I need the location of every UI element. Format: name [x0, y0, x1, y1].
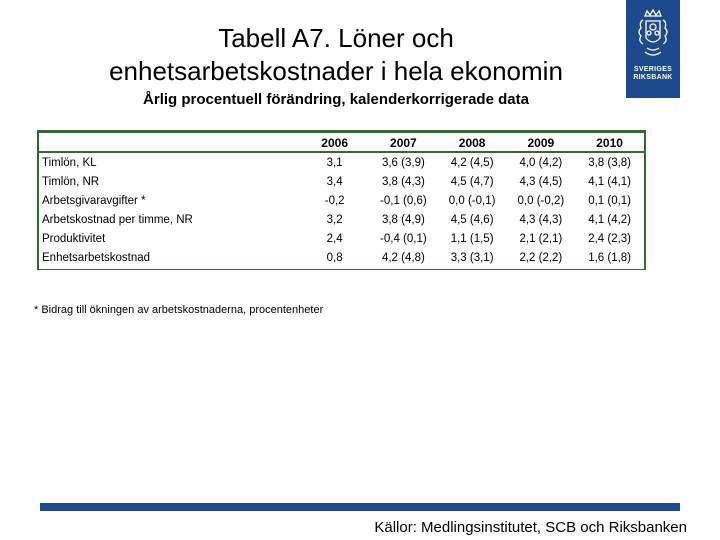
cell-value: 3,8 (4,9) — [381, 213, 425, 226]
cell-value: 4,2 (4,8) — [381, 251, 425, 264]
cell-value: 3,2 — [326, 213, 343, 226]
cell-value: 4,5 (4,6) — [450, 213, 494, 226]
column-header-2008: 2008 — [458, 135, 486, 150]
cell-value: 2,2 (2,2) — [519, 251, 563, 264]
cell-value: 4,2 (4,5) — [450, 156, 494, 169]
cell-value: 4,5 (4,7) — [450, 175, 494, 188]
page-title — [30, 22, 642, 88]
cell-value: 3,6 (3,9) — [381, 156, 425, 169]
cell-value: 0,0 (-0,1) — [448, 194, 496, 207]
cell-value: 3,8 (4,3) — [381, 175, 425, 188]
cell-value: 0,1 (0,1) — [588, 194, 632, 207]
cell-value: 4,0 (4,2) — [519, 156, 563, 169]
title-line-1: Tabell A7. Löner och — [218, 23, 454, 53]
subtitle: Årlig procentuell förändring, kalenderkorrigerade data — [143, 91, 529, 108]
cell-value: 4,1 (4,1) — [588, 175, 632, 188]
cell-value: 4,1 (4,2) — [588, 213, 632, 226]
title-line-2: enhetsarbetskostnader i hela ekonomin — [109, 56, 563, 86]
column-header-2007: 2007 — [390, 135, 417, 150]
cell-value: 3,8 (3,8) — [588, 156, 632, 169]
cell-value: 3,4 — [326, 175, 343, 188]
row-label: Timlön, NR — [42, 175, 100, 188]
data-table-frame — [37, 130, 646, 270]
cell-value: -0,1 (0,6) — [380, 194, 427, 207]
row-label: Enhetsarbetskostnad — [42, 251, 151, 264]
cell-value: 1,6 (1,8) — [588, 251, 632, 264]
cell-value: 1,1 (1,5) — [450, 232, 494, 245]
row-label: Arbetskostnad per timme, NR — [42, 213, 193, 226]
table-row — [41, 172, 644, 191]
column-header-2009: 2009 — [527, 135, 555, 150]
riksbank-logo — [626, 0, 680, 98]
table-bottom-border — [37, 269, 646, 270]
table-header-row — [41, 132, 644, 153]
row-label: Arbetsgivaravgifter * — [42, 194, 146, 207]
cell-value: 4,3 (4,5) — [519, 175, 563, 188]
crown-shield-icon — [633, 8, 673, 66]
cell-value: -0,2 — [324, 194, 345, 207]
data-table — [41, 132, 644, 267]
cell-value: 2,4 (2,3) — [588, 232, 632, 245]
table-row — [41, 210, 644, 229]
logo-text-line-2: RIKSBANK — [633, 74, 673, 81]
table-row — [41, 153, 644, 172]
column-header-2010: 2010 — [596, 135, 623, 150]
column-header-label — [41, 132, 300, 153]
table-row — [41, 248, 644, 267]
cell-value: 3,3 (3,1) — [450, 251, 494, 264]
cell-value: 2,4 — [326, 232, 343, 245]
cell-value: -0,4 (0,1) — [380, 232, 427, 245]
cell-value: 3,1 — [326, 156, 343, 169]
logo-text-line-1: SVERIGES — [633, 66, 673, 73]
cell-value: 0,8 — [326, 251, 343, 264]
column-header-2006: 2006 — [321, 135, 348, 150]
cell-value: 0,0 (-0,2) — [517, 194, 565, 207]
row-label: Timlön, KL — [42, 156, 97, 169]
row-label: Produktivitet — [42, 232, 106, 245]
table-left-border — [37, 130, 39, 270]
table-row — [41, 191, 644, 210]
source-note: Källor: Medlingsinstitutet, SCB och Riksbanken — [374, 519, 687, 536]
cell-value: 4,3 (4,3) — [519, 213, 563, 226]
table-right-border — [644, 130, 646, 270]
footnote: * Bidrag till ökningen av arbetskostnaderna, procentenheter — [34, 304, 324, 316]
cell-value: 2,1 (2,1) — [519, 232, 563, 245]
table-row — [41, 229, 644, 248]
bottom-accent-bar — [40, 503, 680, 511]
